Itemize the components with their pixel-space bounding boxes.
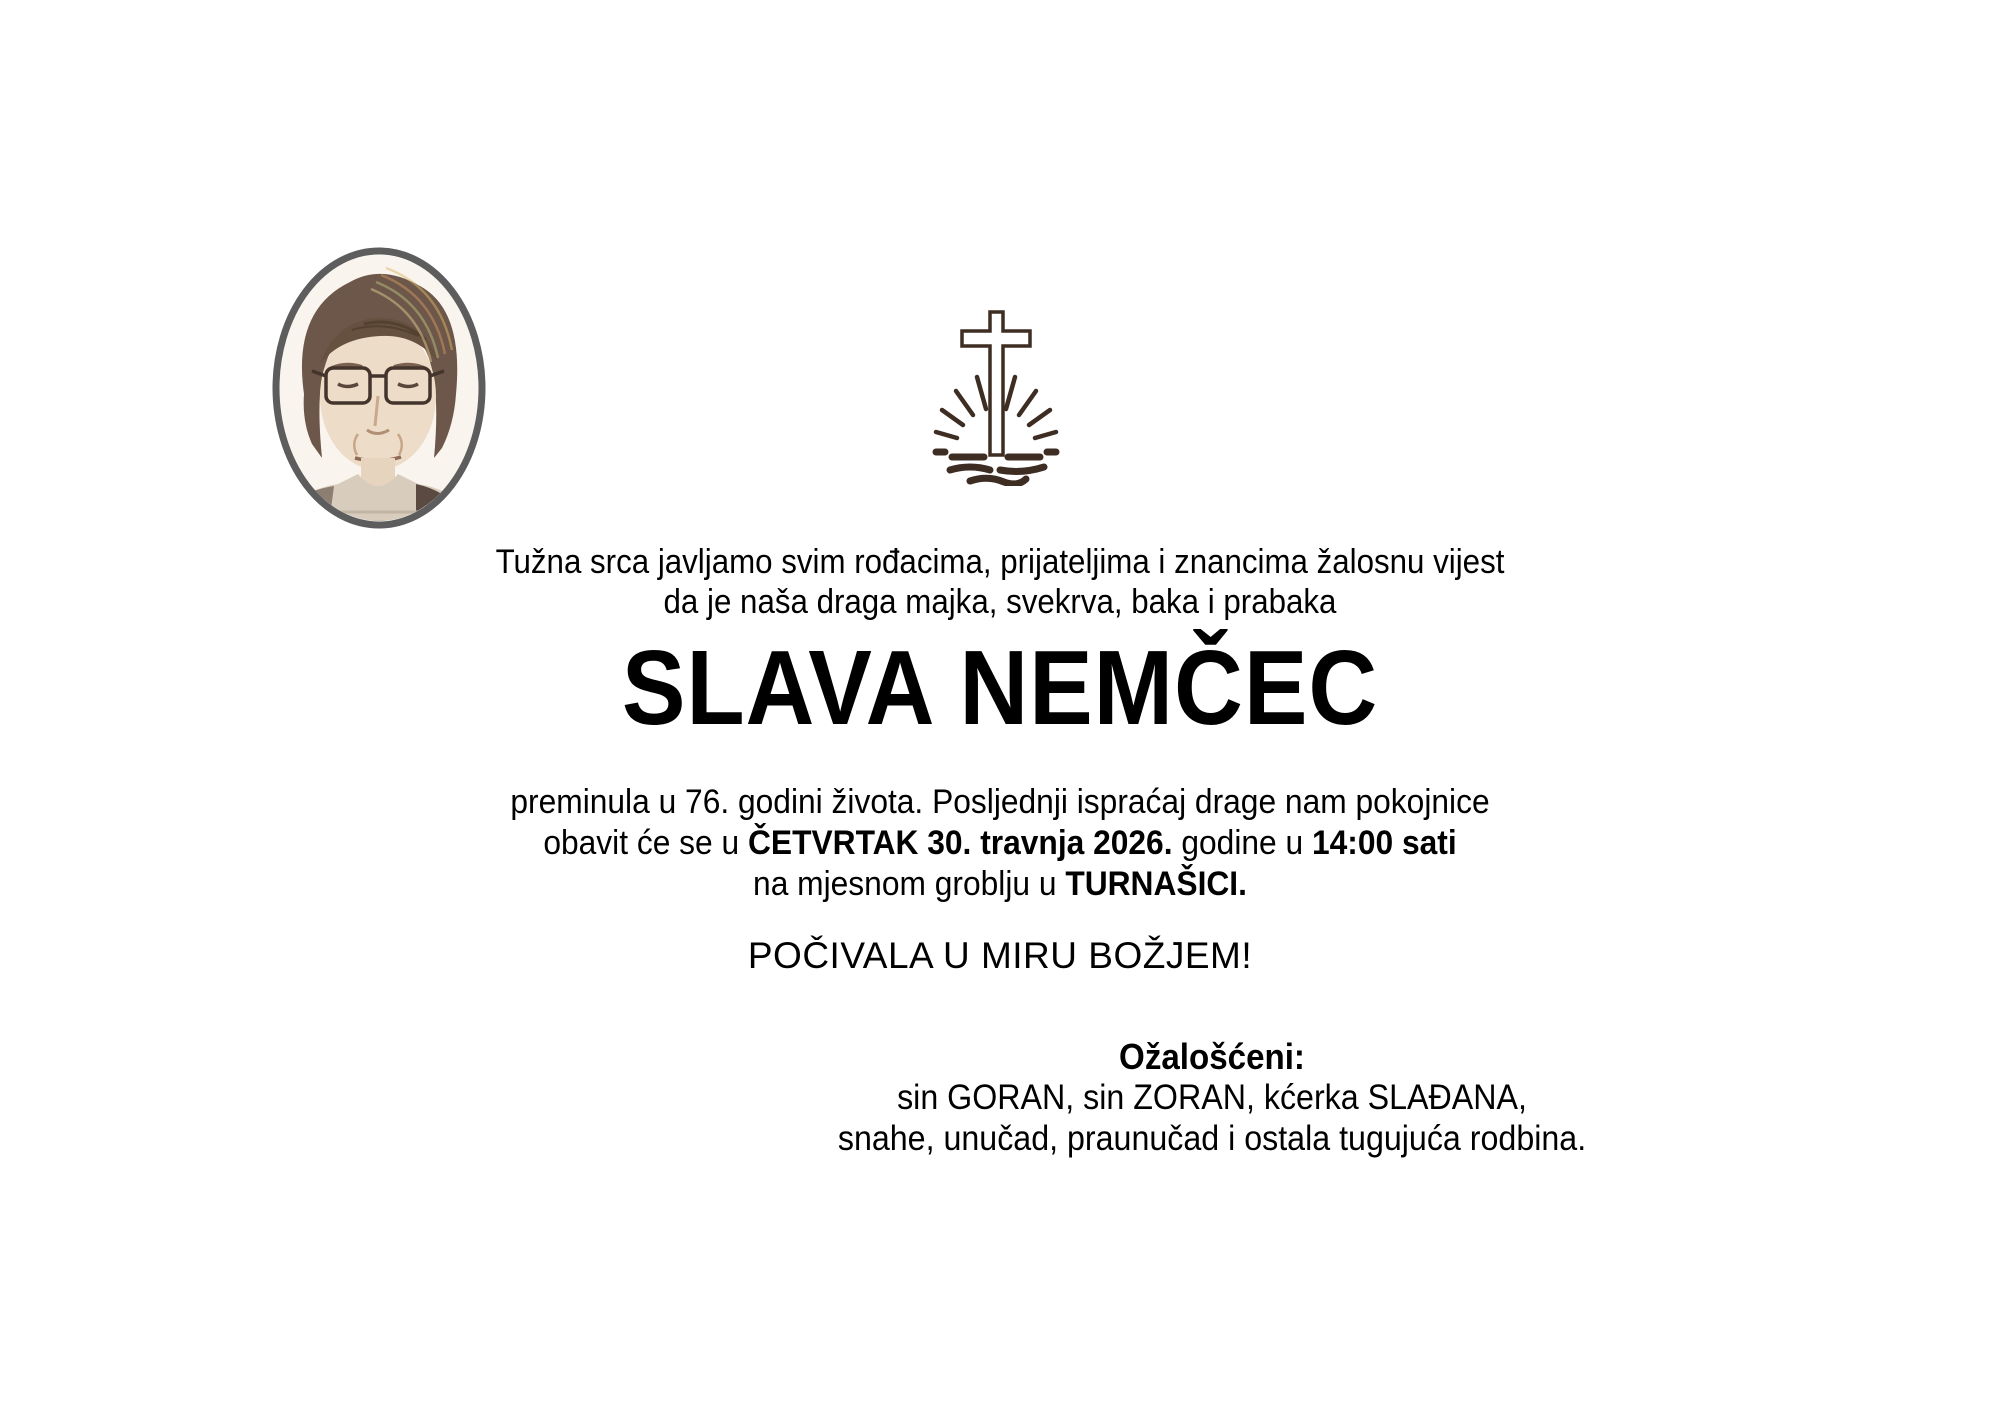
mourners-line-2: snahe, unučad, praunučad i ostala tugujuća rodbina. <box>837 1119 1587 1158</box>
funeral-time: 14:00 sati <box>1311 824 1457 862</box>
intro-line-2: da je naša draga majka, svekrva, baka i prabaka <box>663 583 1337 621</box>
farewell-line2-pre: obavit će se u <box>543 824 748 862</box>
farewell-line-1: preminula u 76. godini života. Posljednji ispraćaj drage nam pokojnice <box>510 783 1490 821</box>
farewell-line3-pre: na mjesnom groblju u <box>753 865 1066 903</box>
intro-text <box>80 542 1920 622</box>
farewell-line2-mid: godine u <box>1172 824 1312 862</box>
intro-line-1: Tužna srca javljamo svim rođacima, prijateljima i znancima žalosnu vijest <box>495 543 1505 581</box>
cross-with-rays-icon <box>932 306 1062 486</box>
deceased-name: SLAVA NEMČEC <box>621 629 1379 747</box>
portrait-illustration <box>268 244 490 532</box>
farewell-details <box>80 782 1920 905</box>
rest-in-peace-line: POČIVALA U MIRU BOŽJEM! <box>747 935 1253 976</box>
farewell-line-3 <box>80 864 1920 905</box>
farewell-line-2 <box>80 823 1920 864</box>
mourners-section <box>487 1036 1937 1159</box>
cross-icon <box>932 306 1062 486</box>
portrait-photo <box>268 244 490 532</box>
funeral-date: ČETVRTAK 30. travnja 2026. <box>747 824 1173 862</box>
mourners-heading: Ožalošćeni: <box>1119 1036 1305 1077</box>
funeral-place: TURNAŠICI. <box>1065 865 1247 903</box>
mourners-line-1: sin GORAN, sin ZORAN, kćerka SLAĐANA, <box>897 1078 1527 1117</box>
